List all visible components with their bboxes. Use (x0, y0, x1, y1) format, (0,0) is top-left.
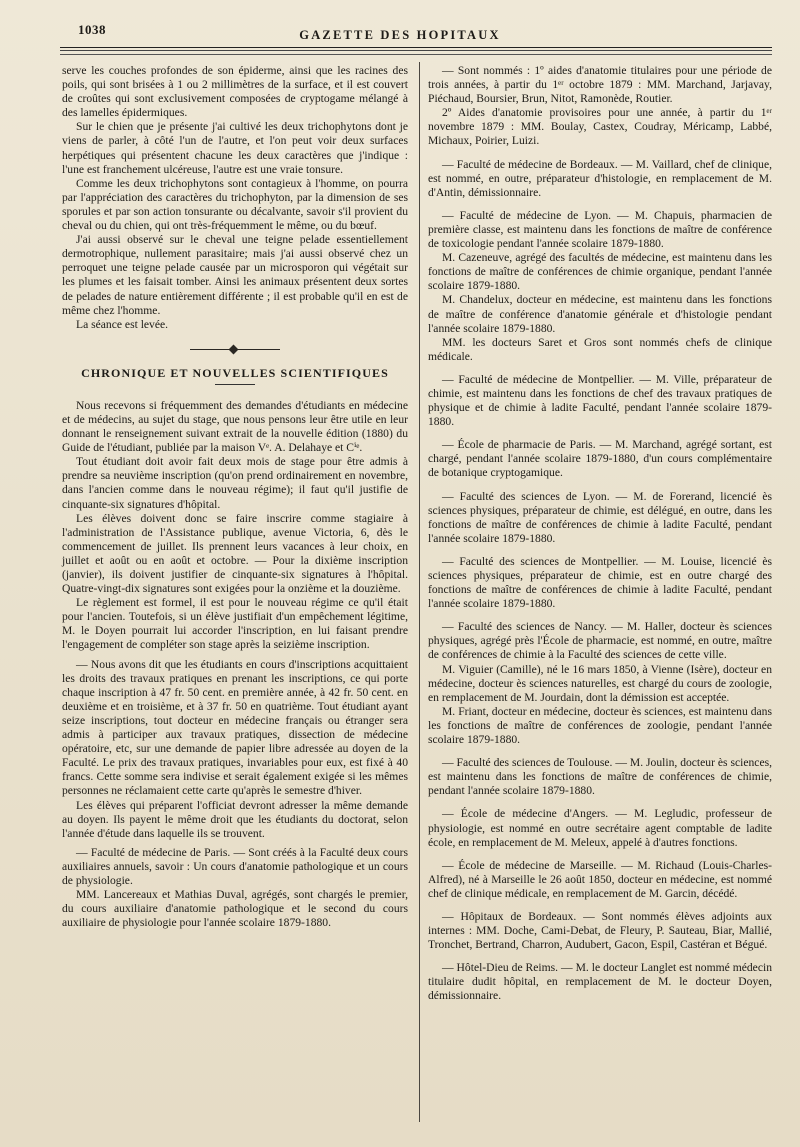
paragraph: — Faculté des sciences de Montpellier. — M. Louise, licencié ès sciences physiques, préparateur de chimie, est en outre chargé des fonctions de maître de conférences de chimie à ladite Faculté, pendant l'année scolaire 1879-1880. (428, 554, 772, 611)
paragraph: serve les couches profondes de son épiderme, ainsi que les racines des poils, qui sont brisées à 1 ou 2 millimètres de la surface, et il est couvert de croûtes qui sont exclusivement composées de cryptogame mélangé à des lamelles épidermiques. (62, 64, 408, 120)
header-rule-thin (60, 54, 772, 55)
paragraph: MM. les docteurs Saret et Gros sont nommés chefs de clinique médicale. (428, 335, 772, 363)
paragraph: M. Cazeneuve, agrégé des facultés de médecine, est maintenu dans les fonctions de maître de conférences de chimie organique, pendant l'année scolaire 1879-1880. (428, 251, 772, 293)
paragraph: — Hôtel-Dieu de Reims. — M. le docteur Langlet est nommé médecin titulaire dudit hôpital, en remplacement de M. le docteur Doyen, démissionnaire. (428, 961, 772, 1003)
paragraph: — Faculté des sciences de Lyon. — M. de Forerand, licencié ès sciences physiques, préparateur de chimie, est délégué, en outre, dans les fonctions de maître de conférences de chimie à ladite Faculté, pendant l'année scolaire 1879-1880. (428, 489, 772, 545)
section-title: CHRONIQUE ET NOUVELLES SCIENTIFIQUES (81, 365, 389, 380)
paragraph: Le règlement est formel, il est pour le nouveau régime ce qu'il était pour l'ancien. Toutefois, si un élève justifiait d'un empêchement légitime, M. le Doyen pourrait lui accorder l'inscription, en lui faisant prendre l'engagement de compléter son stage après la seizième inscription. (62, 596, 408, 652)
paragraph: — Faculté de médecine de Lyon. — M. Chapuis, pharmacien de première classe, est maintenu dans les fonctions de maître de conférence de toxicologie pendant l'année scolaire 1879-1880. (428, 208, 772, 251)
paragraph: Nous recevons si fréquemment des demandes d'étudiants en médecine et de médecins, au sujet du stage, que nous pensons leur être utile en leur donnant le renseignement suivant extrait de la nouvelle édition (1880) du Guide de l'étudiant, publiée par la maison Vᵉ. A. Delahaye et Cⁱᵉ. (62, 398, 408, 455)
paragraph: Les élèves doivent donc se faire inscrire comme stagiaire à l'administration de l'Assistance publique, avenue Victoria, 6, dès le commencement de juillet. Ils prennent leurs vacances à leur choix, en juillet et août ou en août et octobre. — Pour la dixième inscription (janvier), ils doivent justifier de cinquante-six signatures à l'hôpital. Quatre-vingt-dix signatures sont exigées pour la onzième et la douzième. (62, 511, 408, 596)
paragraph: — École de pharmacie de Paris. — M. Marchand, agrégé sortant, est chargé, pendant l'année scolaire 1879-1880, d'un cours complémentaire de botanique cryptogamique. (428, 438, 772, 480)
header-rule (60, 47, 772, 51)
paragraph: — Faculté des sciences de Toulouse. — M. Joulin, docteur ès sciences, est maintenu dans les fonctions de maître de conférences de chimie, pendant l'année scolaire 1879-1880. (428, 756, 772, 798)
paragraph: Tout étudiant doit avoir fait deux mois de stage pour être admis à prendre sa neuvième inscription (qu'on prend ordinairement en novembre, dans l'ancien comme dans le nouveau régime); il faut qu'il justifie de cinquante-six signatures d'hôpital. (62, 455, 408, 511)
paragraph: M. Viguier (Camille), né le 16 mars 1850, à Vienne (Isère), docteur en médecine, docteur ès sciences naturelles, est chargé du cours de zoologie, en remplacement de M. Jourdain, dont la démission est acceptée. (428, 662, 772, 704)
paragraph: — Faculté de médecine de Paris. — Sont créés à la Faculté deux cours auxiliaires annuels, savoir : Un cours d'anatomie pathologique et un cours de physiologie. (62, 845, 408, 887)
section-rule (215, 384, 255, 385)
paragraph: La séance est levée. (76, 317, 169, 331)
left-column (62, 64, 408, 930)
paragraph: — Faculté des sciences de Nancy. — M. Haller, docteur ès sciences physiques, agrégé près l'École de pharmacie, est nommé, en outre, maître de conférences de chimie à la Faculté des sciences de cette ville. (428, 620, 772, 662)
running-head: GAZETTE DES HOPITAUX (299, 28, 501, 42)
paragraph: Comme les deux trichophytons sont contagieux à l'homme, on pourra par l'appréciation des caractères du trichophyton, par la dimension de ses sporules et par son action tonsurante ou décalvante, savoir s'il provient du cheval ou du chien, qui ont très-fréquemment le même, ou du bœuf. (62, 176, 408, 233)
paragraph: M. Friant, docteur en médecine, docteur ès sciences, est maintenu dans les fonctions de maître de conférences de zoologie, pendant l'année scolaire 1879-1880. (428, 704, 772, 747)
paragraph: 2º Aides d'anatomie provisoires pour une année, à partir du 1ᵉʳ novembre 1879 : MM. Boulay, Castex, Coudray, Méricamp, Labbé, Michaux, Poirier, Luizi. (428, 106, 772, 148)
paragraph: — Faculté de médecine de Montpellier. — M. Ville, préparateur de chimie, est maintenu dans les fonctions de chef des travaux pratiques de physique et de chimie à ladite Faculté, pendant l'année scolaire 1879-1880. (428, 372, 772, 429)
paragraph: — École de médecine de Marseille. — M. Richaud (Louis-Charles-Alfred), né à Marseille le 26 août 1850, docteur en médecine, est nommé chef de clinique médicale, en remplacement de M. Garcin, décédé. (428, 858, 772, 900)
paragraph: J'ai aussi observé sur le cheval une teigne pelade essentiellement dermotrophique, nullement parasitaire; mais j'ai aussi observé chez un perroquet une teigne pelade causée par un microsporon qui végétait sur les plumes et les faisait tomber. Ainsi les animaux présentent deux sortes de pelades de nature entièrement différente ; il est probable qu'il en est de même chez l'homme. (62, 233, 408, 317)
paragraph: MM. Lancereaux et Mathias Duval, agrégés, sont chargés le premier, du cours auxiliaire d'anatomie pathologique et le second du cours auxiliaire de physiologie pour l'année scolaire 1879-1880. (62, 888, 408, 930)
paragraph: — École de médecine d'Angers. — M. Legludic, professeur de physiologie, est nommé en outre secrétaire agent comptable de ladite école, en remplacement de M. Meleux, appelé à d'autres fonctions. (428, 807, 772, 849)
column-divider (419, 62, 420, 1122)
section-ornament (190, 348, 280, 352)
paragraph: — Faculté de médecine de Bordeaux. — M. Vaillard, chef de clinique, est nommé, en outre, préparateur d'histologie, en remplacement de M. d'Antin, démissionnaire. (428, 157, 772, 199)
right-column (428, 64, 772, 1004)
paragraph: M. Chandelux, docteur en médecine, est maintenu dans les fonctions de maître de conférence d'anatomie générale et d'histologie pendant l'année scolaire 1879-1880. (428, 293, 772, 335)
page-number: 1038 (78, 22, 106, 37)
paragraph: — Nous avons dit que les étudiants en cours d'inscriptions acquittaient les droits des travaux pratiques en prenant les inscriptions, ce qui porte chaque inscription à 47 fr. 50 cent. en première année, à 42 fr. 50 cent. en deuxième et en troisième, et à 37 fr. 50 en quatrième. Tout étudiant ayant seize inscriptions, tout docteur en médecine français ou étranger sera admis à participer aux travaux pratiques, dissection de médecine opératoire, etc, sur une demande de papier libre adressée au doyen de la Faculté. Le prix des travaux pratiques, invariables pour eux, est fixé à 40 francs. Cette somme sera indivise et serait également exigée si les mêmes personnes ne réclamaient cette carte qu'après le semestre d'hiver. (62, 657, 408, 798)
paragraph: — Hôpitaux de Bordeaux. — Sont nommés élèves adjoints aux internes : MM. Doche, Cami-Debat, de Fleury, P. Sauteau, Biar, Mallié, Tronchet, Bertrand, Charron, Audubert, Gacon, Espil, Castéran et Bégué. (428, 909, 772, 952)
paragraph: — Sont nommés : 1º aides d'anatomie titulaires pour une période de trois années, à partir du 1ᵉʳ octobre 1879 : MM. Marchand, Jarjavay, Piéchaud, Boursier, Brun, Nitot, Ramonède, Routier. (428, 64, 772, 106)
paragraph: Les élèves qui préparent l'officiat devront adresser la même demande au doyen. Ils payent le même droit que les étudiants du doctorat, selon l'année d'étude dans laquelle ils se trouvent. (62, 798, 408, 840)
paragraph: Sur le chien que je présente j'ai cultivé les deux trichophytons dont je viens de parler, à côté l'un de l'autre, et l'on peut voir deux surfaces herpétiques qui présentent chacune les deux caractères que j'indique : l'une est franchement ulcéreuse, l'autre est une vraie tonsure. (62, 120, 408, 176)
